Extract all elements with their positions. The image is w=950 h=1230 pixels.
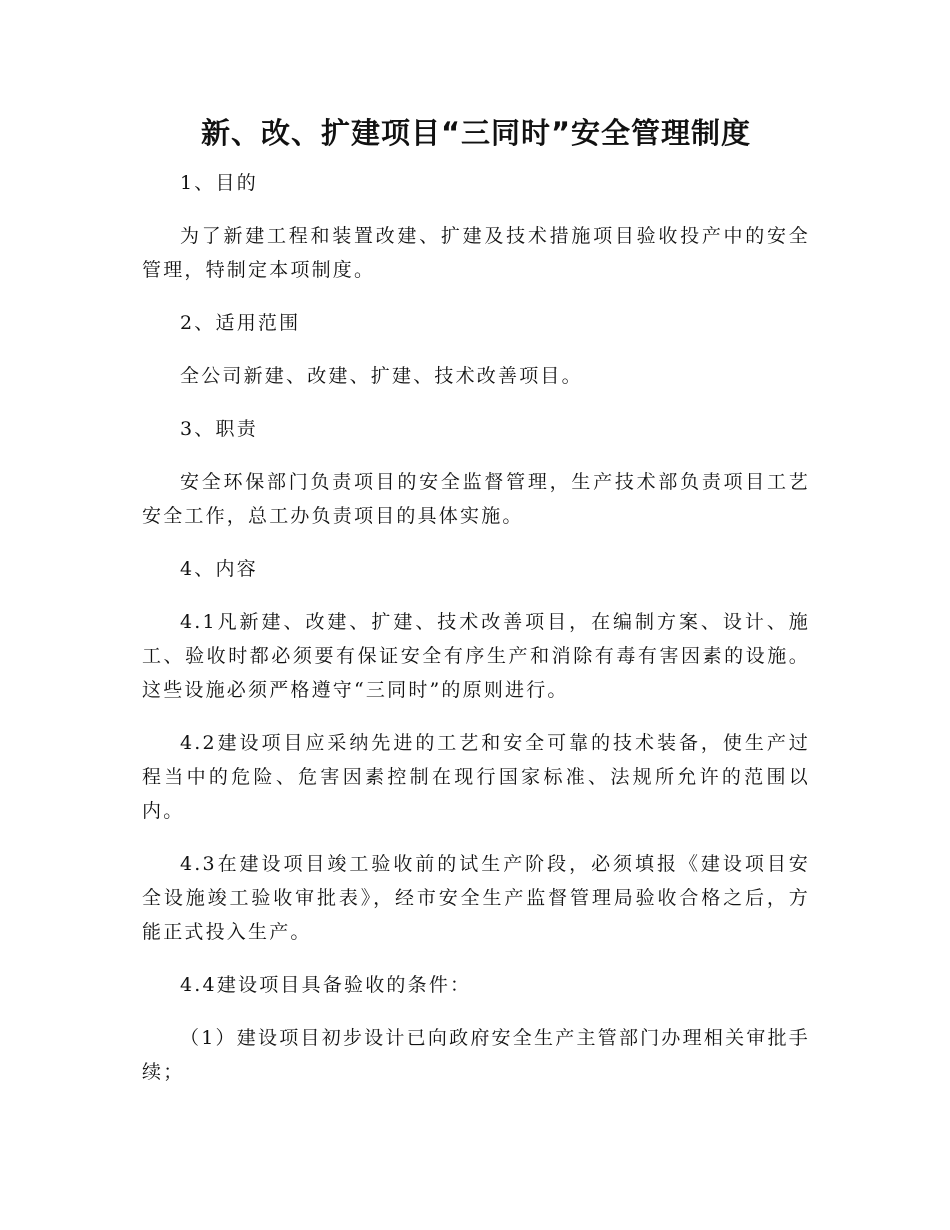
document-body: [142, 108, 810, 1108]
paragraph-scope: 全公司新建、改建、扩建、技术改善项目。: [180, 365, 583, 387]
paragraph-4-4: 4.4建设项目具备验收的条件：: [180, 974, 472, 996]
paragraph-purpose: 为了新建工程和装置改建、扩建及技术措施项目验收投产中的安全管理，特制定本项制度。: [142, 225, 810, 281]
document-title: 新、改、扩建项目“三同时”安全管理制度: [200, 116, 752, 150]
paragraph-4-1: 4.1凡新建、改建、扩建、技术改善项目，在编制方案、设计、施工、验收时都必须要有保证安全有序生产和消除有毒有害因素的设施。这些设施必须严格遵守“三同时”的原则进行。: [142, 611, 810, 701]
paragraph-condition-1: （1）建设项目初步设计已向政府安全生产主管部门办理相关审批手续；: [142, 1027, 810, 1083]
paragraph-4-3: 4.3在建设项目竣工验收前的试生产阶段，必须填报《建设项目安全设施竣工验收审批表》，经市安全生产监督管理局验收合格之后，方能正式投入生产。: [142, 853, 810, 943]
section-heading-scope: 2、适用范围: [180, 312, 301, 334]
section-heading-content: 4、内容: [180, 558, 258, 580]
section-heading-purpose: 1、目的: [180, 172, 258, 194]
paragraph-4-2: 4.2建设项目应采纳先进的工艺和安全可靠的技术装备，使生产过程当中的危险、危害因素控制在现行国家标准、法规所允许的范围以内。: [142, 732, 810, 822]
paragraph-responsibilities: 安全环保部门负责项目的安全监督管理，生产技术部负责项目工艺安全工作，总工办负责项目的具体实施。: [142, 471, 810, 527]
section-heading-responsibilities: 3、职责: [180, 418, 258, 440]
